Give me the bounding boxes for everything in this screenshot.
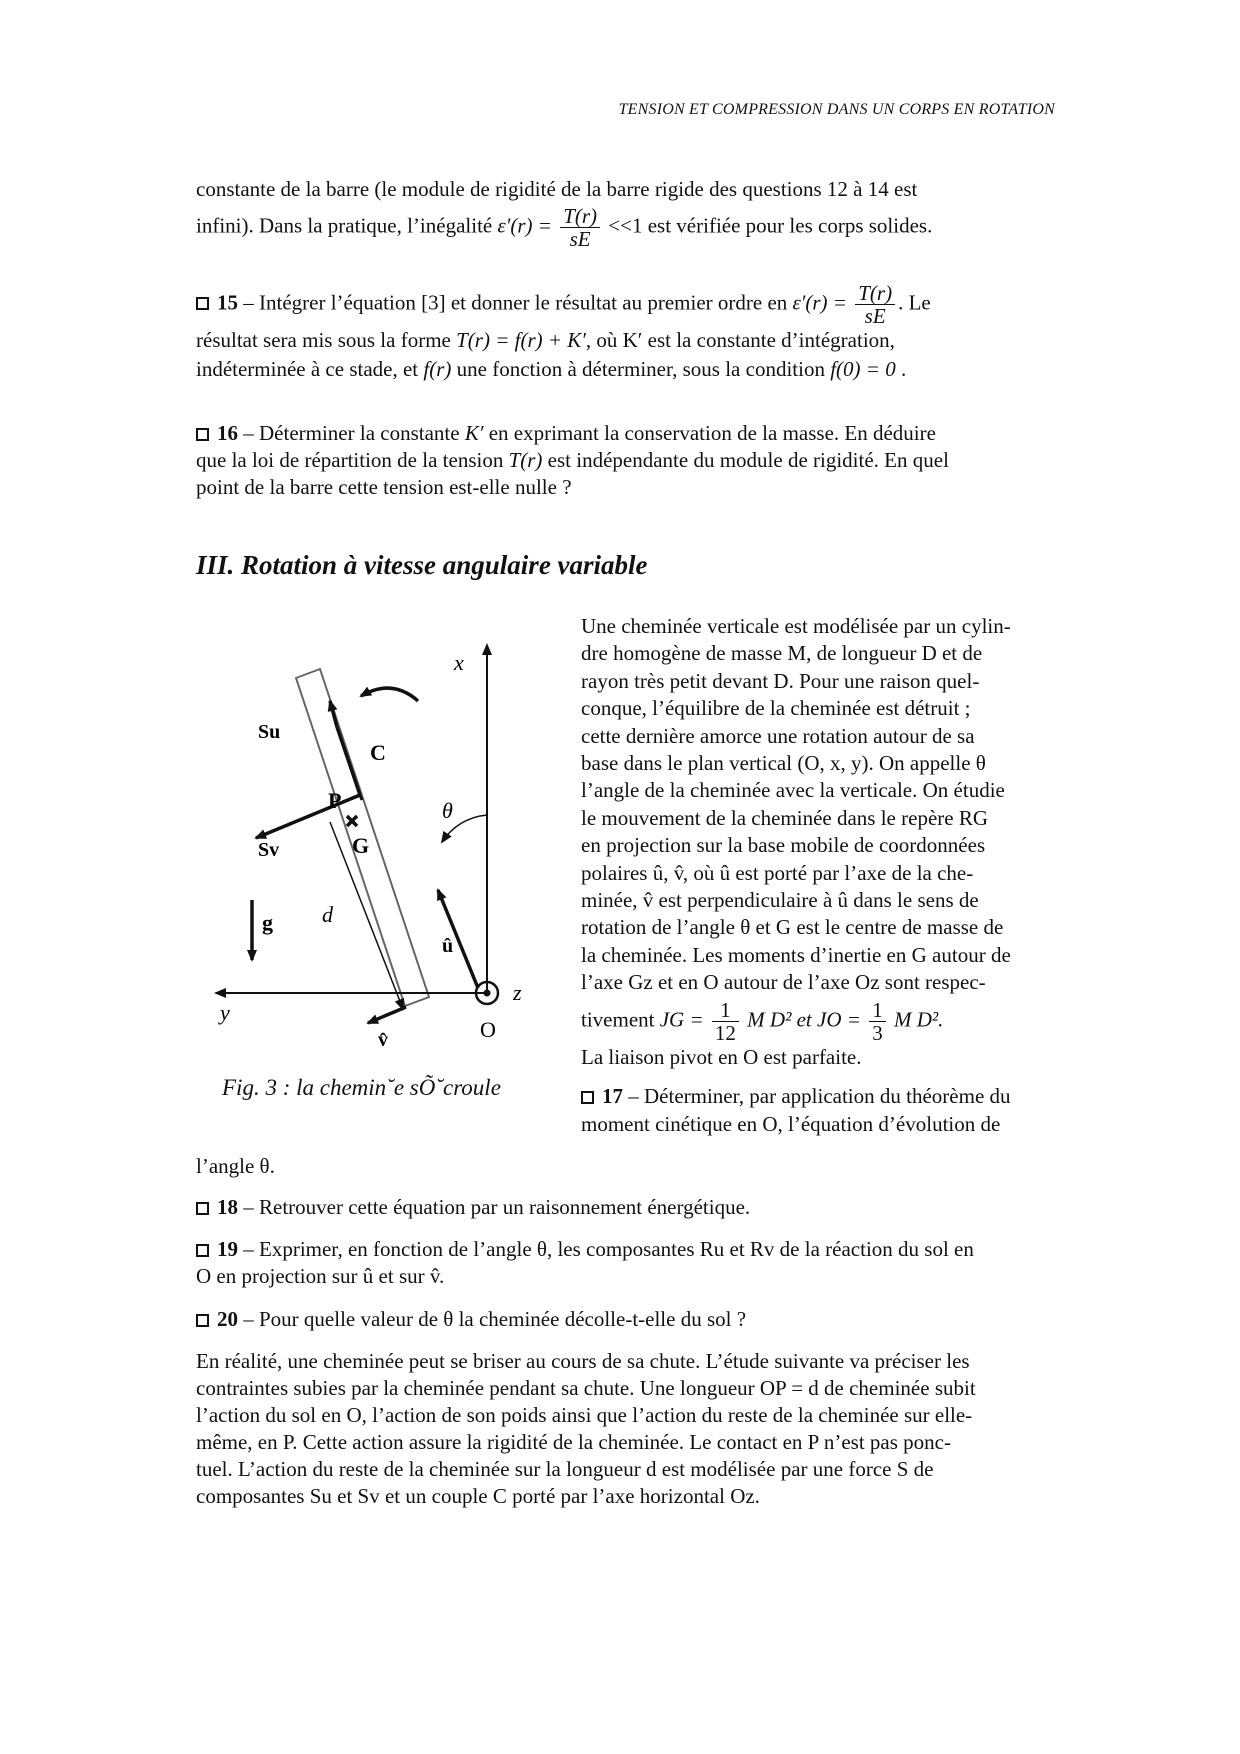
final-line-3: même, en P. Cette action assure la rigidité de la cheminée. Le contact en P n’est pas ponc-: [196, 1430, 951, 1454]
rc-line-12: la cheminée. Les moments d’inertie en G autour de: [581, 942, 1011, 967]
g-cross-icon: [347, 816, 357, 826]
label-Sv: Sv: [258, 839, 280, 861]
question-18: [196, 1194, 1054, 1221]
checkbox-icon: [196, 1314, 209, 1327]
q20-number: 20: [217, 1307, 238, 1331]
rc-line-2: rayon très petit devant D. Pour une raison quel-: [581, 668, 980, 693]
final-line-5: composantes Su et Sv et un couple C porté par l’axe horizontal Oz.: [196, 1484, 760, 1508]
q15-fraction-denominator: sE: [864, 304, 886, 328]
q15-line-2-pre: résultat sera mis sous la forme: [196, 328, 451, 352]
jo-tail: M D².: [893, 1007, 944, 1031]
q20-text: – Pour quelle valeur de θ la cheminée décolle-t-elle du sol ?: [243, 1307, 747, 1331]
q16-line-2-pre: que la loi de répartition de la tension: [196, 448, 504, 472]
jg-den: 12: [714, 1020, 736, 1045]
q15-fr: f(r): [423, 357, 452, 381]
running-header: TENSION ET COMPRESSION DANS UN CORPS EN ROTATION: [618, 101, 1055, 118]
rc-line-10: minée, v̂ est perpendiculaire à û dans le sens de: [581, 888, 979, 913]
couple-arc: [361, 688, 418, 701]
q15-post: . Le: [898, 290, 931, 315]
label-P: P: [328, 788, 342, 813]
jo-num: 1: [869, 999, 886, 1022]
label-z: z: [513, 980, 522, 1005]
q15-line-3-end: .: [900, 357, 907, 381]
q17-number: 17: [602, 1084, 623, 1109]
label-d: d: [322, 902, 333, 927]
q15-f0: f(0) = 0: [830, 357, 896, 381]
checkbox-icon: [196, 428, 209, 441]
chimney-figure: [196, 600, 576, 1050]
label-O: O: [480, 1017, 496, 1042]
q16-line-2: [196, 447, 1054, 474]
question-16: [196, 420, 1054, 501]
q15-line-3-mid: une fonction à déterminer, sous la condition: [456, 357, 825, 381]
epsilon-expression: ε′(r) =: [497, 213, 552, 238]
q17-line-2: moment cinétique en O, l’équation d’évolution de: [581, 1111, 1001, 1136]
rc-line-13: l’axe Gz et en O autour de l’axe Oz sont respec-: [581, 970, 986, 995]
rc-line-1: dre homogène de masse M, de longueur D et de: [581, 641, 983, 666]
label-u: û: [442, 935, 454, 957]
rc-line-9: polaires û, v̂, où û est porté par l’axe de la che-: [581, 860, 974, 885]
section-title: III. Rotation à vitesse angulaire variable: [196, 550, 648, 580]
q17-line-3: l’angle θ.: [196, 1154, 275, 1178]
q15-fraction-numerator: T(r): [855, 282, 895, 305]
sv-arrow: [256, 795, 360, 838]
q16-kprime: K′: [464, 421, 484, 445]
rc-inertia-line: [581, 999, 1054, 1044]
final-line-0: En réalité, une cheminée peut se briser au cours de sa chute. L’étude suivante va préciser les: [196, 1349, 970, 1373]
jg-label: JG =: [659, 1007, 704, 1031]
label-v: v̂: [378, 1029, 388, 1050]
right-column: [581, 613, 1054, 1138]
final-line-2: l’action du sol en O, l’action de son poids ainsi que l’action du reste de la cheminée sur elle-: [196, 1403, 973, 1427]
label-x: x: [454, 650, 464, 675]
jg-tail: M D² et: [747, 1007, 812, 1031]
final-line-1: contraintes subies par la cheminée pendant sa chute. Une longueur OP = d de cheminée subit: [196, 1376, 976, 1400]
q16-line-1: [196, 420, 1054, 447]
q15-line-3: [196, 356, 1054, 383]
q15-line-2-post: , où K′ est la constante d’intégration,: [585, 328, 895, 352]
q15-epsilon: ε′(r) =: [792, 290, 847, 315]
q16-line-1-post: en exprimant la conservation de la masse. En déduire: [488, 421, 936, 445]
rc-line-5: base dans le plan vertical (O, x, y). On appelle θ: [581, 751, 986, 776]
checkbox-icon: [196, 1244, 209, 1257]
question-20: [196, 1306, 1054, 1333]
label-y: y: [220, 1000, 230, 1025]
su-arrow: [337, 727, 360, 795]
rc-line-3: conque, l’équilibre de la cheminée est détruit ;: [581, 696, 971, 721]
q19-line-2: O en projection sur û et sur v̂.: [196, 1264, 445, 1288]
checkbox-icon: [581, 1091, 594, 1104]
q15-pre: – Intégrer l’équation [3] et donner le résultat au premier ordre en: [243, 290, 788, 315]
jo-den: 3: [872, 1020, 883, 1045]
fraction-denominator: sE: [569, 227, 591, 251]
jg-fraction: [712, 999, 739, 1044]
q15-line-1: [196, 282, 1054, 327]
q15-line-3-pre: indéterminée à ce stade, et: [196, 357, 419, 381]
q16-line-3: point de la barre cette tension est-elle nulle ?: [196, 475, 572, 499]
q16-line-2-post: est indépendante du module de rigidité. En quel: [547, 448, 949, 472]
q15-fraction: [855, 282, 895, 327]
q15-number: 15: [217, 290, 238, 315]
rc-line-7: le mouvement de la cheminée dans le repère RG: [581, 805, 988, 830]
jo-label: JO =: [817, 1007, 861, 1031]
inertia-pre: tivement: [581, 1007, 655, 1031]
rc-line-6: l’angle de la cheminée avec la verticale. On étudie: [581, 778, 1005, 803]
q17-line-1: [581, 1083, 1054, 1110]
rc-line-8: en projection sur la base mobile de coordonnées: [581, 833, 986, 858]
q16-number: 16: [217, 421, 238, 445]
rc-line-0: Une cheminée verticale est modélisée par un cylin-: [581, 614, 1011, 638]
rc-pivot: La liaison pivot en O est parfaite.: [581, 1044, 862, 1069]
fraction-numerator: T(r): [560, 205, 600, 228]
label-g: g: [262, 910, 273, 935]
intro-line-1: constante de la barre (le module de rigidité de la barre rigide des questions 12 à 14 est: [196, 177, 918, 201]
checkbox-icon: [196, 297, 209, 310]
q19-number: 19: [217, 1237, 238, 1261]
q18-text: – Retrouver cette équation par un raisonnement énergétique.: [243, 1195, 751, 1219]
label-C: C: [370, 740, 386, 765]
intro-line-2-pre: infini). Dans la pratique, l’inégalité: [196, 213, 493, 238]
intro-line-2: [196, 205, 1054, 250]
rc-line-11: rotation de l’angle θ et G est le centre de masse de: [581, 915, 1004, 940]
question-15: [196, 282, 1054, 383]
figure-caption: Fig. 3 : la chemin˘e sÕ˘croule: [222, 1075, 501, 1100]
tension-fraction: [560, 205, 600, 250]
final-paragraph: [196, 1348, 1054, 1510]
q15-form: T(r) = f(r) + K′: [456, 328, 586, 352]
q17-line-1-text: – Déterminer, par application du théorème du: [628, 1084, 1011, 1109]
intro-line-2-post: <<1 est vérifiée pour les corps solides.: [608, 213, 933, 238]
pivot-dot: [484, 990, 491, 997]
q19-line-1: [196, 1236, 1054, 1263]
q16-tr: T(r): [508, 448, 543, 472]
label-G: G: [352, 833, 370, 858]
rc-line-4: cette dernière amorce une rotation autour de sa: [581, 723, 975, 748]
label-theta: θ: [442, 798, 453, 823]
question-19: [196, 1236, 1054, 1290]
q18-number: 18: [217, 1195, 238, 1219]
v-arrow: [368, 1007, 406, 1023]
q15-line-2: [196, 327, 1054, 354]
q16-line-1-pre: – Déterminer la constante: [243, 421, 460, 445]
jo-fraction: [869, 999, 886, 1044]
checkbox-icon: [196, 1202, 209, 1215]
jg-num: 1: [712, 999, 739, 1022]
intro-paragraph: [196, 176, 1054, 250]
label-Su: Su: [258, 721, 281, 743]
final-line-4: tuel. L’action du reste de la cheminée sur la longueur d est modélisée par une force S de: [196, 1457, 934, 1481]
q19-line-1-text: – Exprimer, en fonction de l’angle θ, les composantes Ru et Rv de la réaction du sol en: [243, 1237, 974, 1261]
